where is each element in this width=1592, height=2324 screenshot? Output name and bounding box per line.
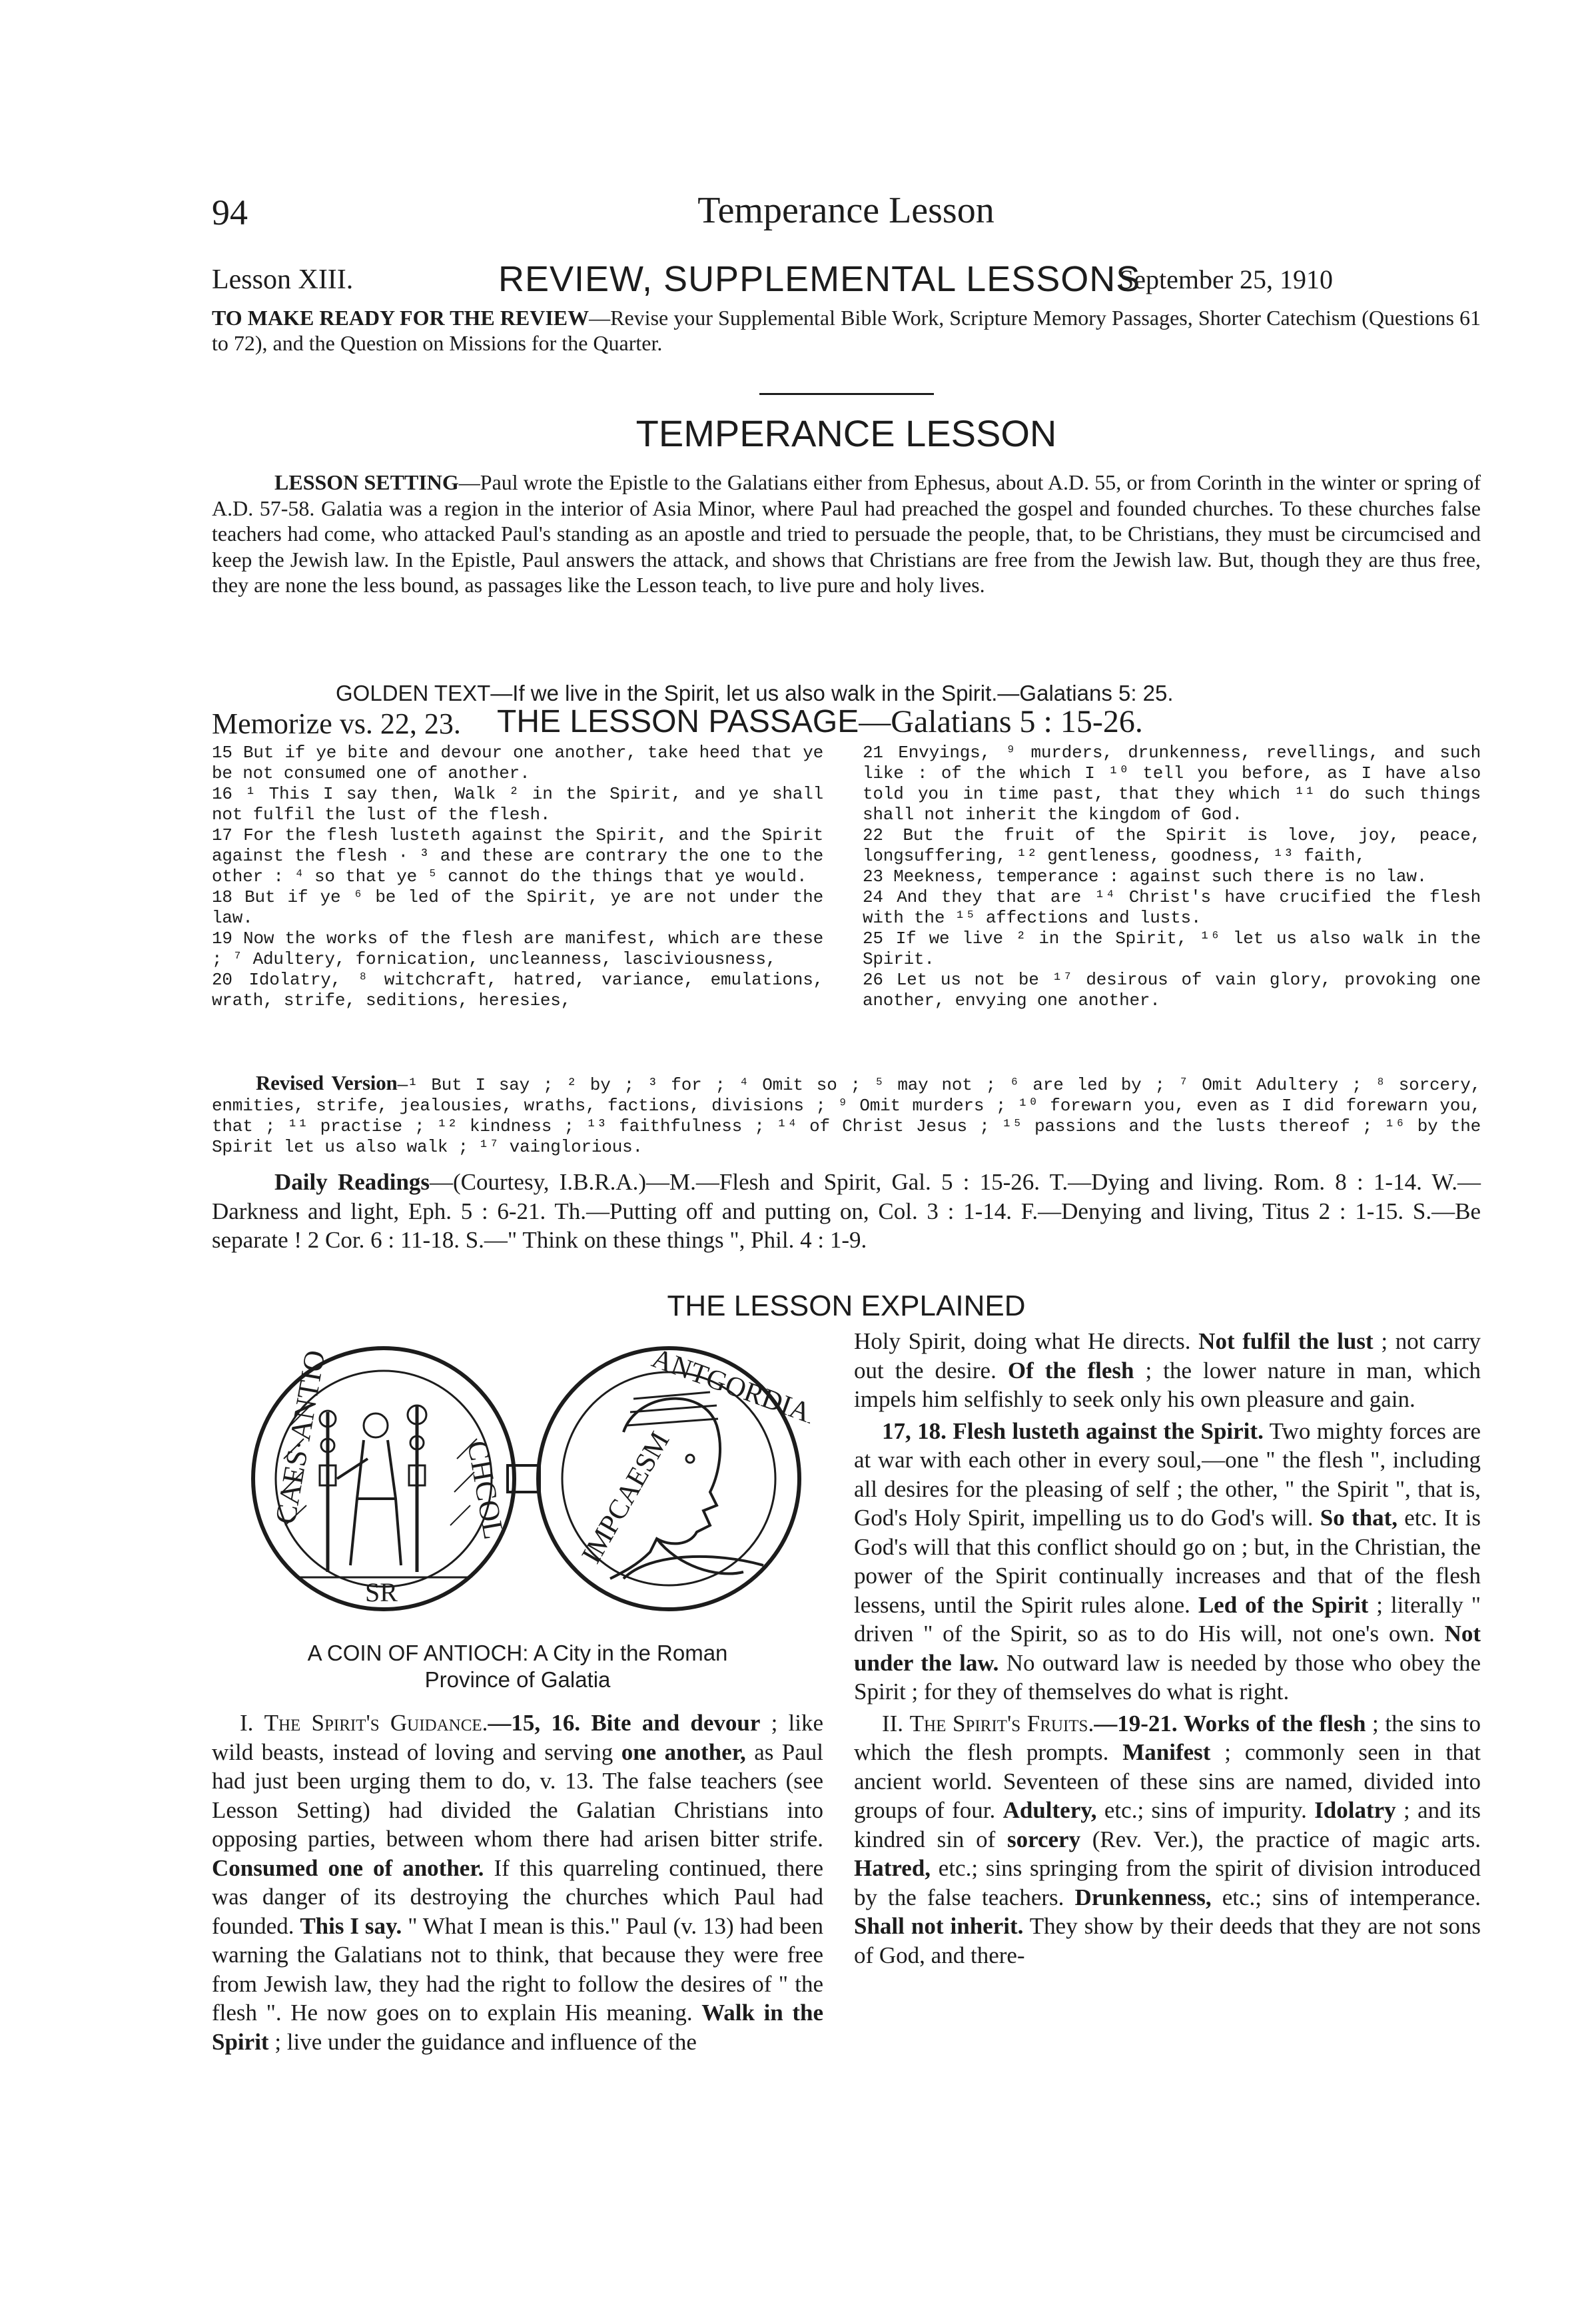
explanation-left-column: I. The Spirit's Guidance.—15, 16. Bite and devour ; like wild beasts, instead of loving and serving one another, as Paul had just been urging them to do, v. 13. The false teachers (see Lesson Setting) had divided the Galatian Christians into opposing parties, between whom there had arisen bitter strife. Consumed one of another. If this quarreling continued, there was danger of its destroying the churches which Paul had founded. This I say. " What I mean is this." Paul (v. 13) had been warning the Galatians not to think, that because they were free from Jewish law, they had the right to follow the desires of " the flesh ". He now goes on to explain His meaning. Walk in the Spirit ; live under the guidance and influence of the [212, 1710, 824, 2055]
explanation-verses-17-18: 17, 18. Flesh lusteth against the Spirit. Two mighty forces are at war with each other in every soul,—one " the flesh ", including all desires for the pleasing of self ; the other, " the Spirit ", that is, God's Holy Spirit, impelling us to do God's will. So that, etc. It is God's will that this conflict should go on ; but, in the Christian, the power of the Spirit continually increases and that of the flesh lessens, until the Spirit rules alone. Led of the Spirit ; literally " driven " of the Spirit, so as to do His will, not one's own. Not under the law. No outward law is needed by those who obey the Spirit ; for they of themselves do what is right. [854, 1417, 1481, 1705]
explanation-right-column [854, 1327, 1481, 1970]
verse-24: 24 And they that are ¹⁴ Christ's have crucified the flesh with the ¹⁵ affections and lusts. [863, 887, 1481, 928]
explanation-continuation: Holy Spirit, doing what He directs. Not fulfil the lust ; not carry out the desire. Of the flesh ; the lower nature in man, which impels him selfishly to seek only his own pleasure and gain. [854, 1328, 1481, 1412]
lesson-setting [212, 470, 1481, 598]
passage-reference: —Galatians 5 : 15-26. [859, 704, 1143, 739]
setting-text: —Paul wrote the Epistle to the Galatians either from Ephesus, about A.D. 55, or from Corinth in the winter or spring of A.D. 57-58. Galatia was a region in the interior of Asia Minor, where Paul had preached the gospel and founded churches. To these churches false teachers had come, who attacked Paul's standing as an apostle and tried to persuade the people, that, to be Christians, they must be circumcised and keep the Jewish law. In the Epistle, Paul answers the attack, and shows that Christians are free from the Jewish law. But, though they are thus free, they are none the less bound, as passages like the Lesson teach, to live pure and holy lives. [212, 470, 1481, 597]
memorize-note: Memorize vs. 22, 23. [212, 707, 461, 740]
setting-label: LESSON SETTING [274, 470, 459, 494]
verse-19: 19 Now the works of the flesh are manifest, which are these ; ⁷ Adultery, fornication, uncleanness, lasciviousness, [212, 929, 823, 969]
coin-drawing [250, 1326, 810, 1632]
divider [759, 393, 934, 395]
daily-readings [212, 1168, 1481, 1255]
point-1-heading: I. The Spirit's Guidance.—15, 16. [240, 1710, 592, 1736]
verse-22: 22 But the fruit of the Spirit is love, joy, peace, longsuffering, ¹² gentleness, goodness, ¹³ faith, [863, 825, 1481, 866]
revised-version [212, 1072, 1481, 1158]
lesson-date: September 25, 1910 [1119, 264, 1334, 294]
passage-heading [497, 703, 1143, 740]
passage-right-column [863, 743, 1481, 1011]
verse-25: 25 If we live ² in the Spirit, ¹⁶ let us also walk in the Spirit. [863, 929, 1481, 969]
daily-readings-text: —(Courtesy, I.B.R.A.)—M.—Flesh and Spirit, Gal. 5 : 15-26. T.—Dying and living. Rom. 8 : 1-14. W.—Darkness and light, Eph. 5 : 6-21. Th.—Putting off and putting on, Col. 3 : 1-14. F.—Denying and living, Titus 2 : 1-15. S.—Be separate ! 2 Cor. 6 : 11-18. S.—" Think on these things ", Phil. 4 : 1-9. [212, 1169, 1481, 1253]
verse-16: 16 ¹ This I say then, Walk ² in the Spirit, and ye shall not fulfil the lust of the flesh. [212, 784, 823, 825]
verse-21: 21 Envyings, ⁹ murders, drunkenness, revellings, and such like : of the which I ¹⁰ tell you before, as I have also told you in time past, that they which ¹¹ do such things shall not inherit the kingdom of God. [863, 743, 1481, 825]
verse-17: 17 For the flesh lusteth against the Spirit, and the Spirit against the flesh · ³ and these are contrary the one to the other : ⁴ so that ye ⁵ cannot do the things that ye would. [212, 825, 823, 887]
coin-right-inscription-2: ANTGORDIANVSAVG [647, 1343, 810, 1467]
verse-20: 20 Idolatry, ⁸ witchcraft, hatred, variance, emulations, wrath, strife, seditions, heresies, [212, 970, 823, 1010]
coin-caption-line-2: Province of Galatia [424, 1667, 611, 1692]
golden-text: GOLDEN TEXT—If we live in the Spirit, let us also walk in the Spirit.—Galatians 5: 25. [336, 681, 1174, 705]
explanation-point-2: II. The Spirit's Fruits.—19-21. Works of the flesh ; the sins to which the flesh prompts. Manifest ; commonly seen in that ancient world. Seventeen of these sins are named, divided into groups of four. Adultery, etc.; sins of impurity. Idolatry ; and its kindred sin of sorcery (Rev. Ver.), the practice of magic arts. Hatred, etc.; sins springing from the spirit of division introduced by the false teachers. Drunkenness, etc.; sins of intemperance. Shall not inherit. They show by their deeds that they are not sons of God, and there- [854, 1710, 1481, 1968]
lesson-title: REVIEW, SUPPLEMENTAL LESSONS [498, 259, 1141, 299]
running-head: Temperance Lesson [697, 190, 995, 231]
explained-heading: THE LESSON EXPLAINED [667, 1290, 1026, 1322]
coin-caption [212, 1640, 823, 1693]
review-instructions [212, 305, 1481, 356]
coin-caption-line-1: A COIN OF ANTIOCH: A City in the Roman [307, 1641, 728, 1665]
coin-left-inscription-2: CHCOL [461, 1438, 511, 1542]
coin-sr-mark: SR [365, 1577, 398, 1607]
passage-left-column [212, 743, 823, 1011]
passage-title: THE LESSON PASSAGE [497, 704, 859, 739]
section-heading: TEMPERANCE LESSON [635, 412, 1057, 454]
verse-18: 18 But if ye ⁶ be led of the Spirit, ye are not under the law. [212, 887, 823, 928]
lesson-number: Lesson XIII. [212, 264, 354, 295]
review-label: TO MAKE READY FOR THE REVIEW [212, 306, 590, 330]
coin-illustration [250, 1326, 810, 1632]
revised-label: Revised Version [256, 1071, 398, 1094]
verse-23: 23 Meekness, temperance : against such there is no law. [863, 867, 1427, 887]
page-number: 94 [212, 193, 248, 232]
coin-left-inscription: CAES·ANTIO [268, 1348, 332, 1527]
revised-text: —¹ But I say ; ² by ; ³ for ; ⁴ Omit so ; ⁵ may not ; ⁶ are led by ; ⁷ Omit Adultery ; ⁸ sorcery, enmities, strife, jealousies, wraths, factions, divisions ; ⁹ Omit murders ; ¹⁰ forewarn you, even as I did forewarn you, that ; ¹¹ practise ; ¹² kindness ; ¹³ faithfulness ; ¹⁴ of Christ Jesus ; ¹⁵ passions and the lusts thereof ; ¹⁶ by the Spirit let us also walk ; ¹⁷ vainglorious. [212, 1075, 1481, 1157]
coin-right-inscription: IMPCAESM [576, 1426, 676, 1569]
verse-15: 15 But if ye bite and devour one another, take heed that ye be not consumed one of another. [212, 743, 823, 783]
daily-readings-label: Daily Readings [274, 1169, 430, 1195]
verse-26: 26 Let us not be ¹⁷ desirous of vain glory, provoking one another, envying one another. [863, 970, 1481, 1010]
review-text: —Revise your Supplemental Bible Work, Scripture Memory Passages, Shorter Catechism (Questions 61 to 72), and the Question on Missions for the Quarter. [212, 306, 1481, 355]
